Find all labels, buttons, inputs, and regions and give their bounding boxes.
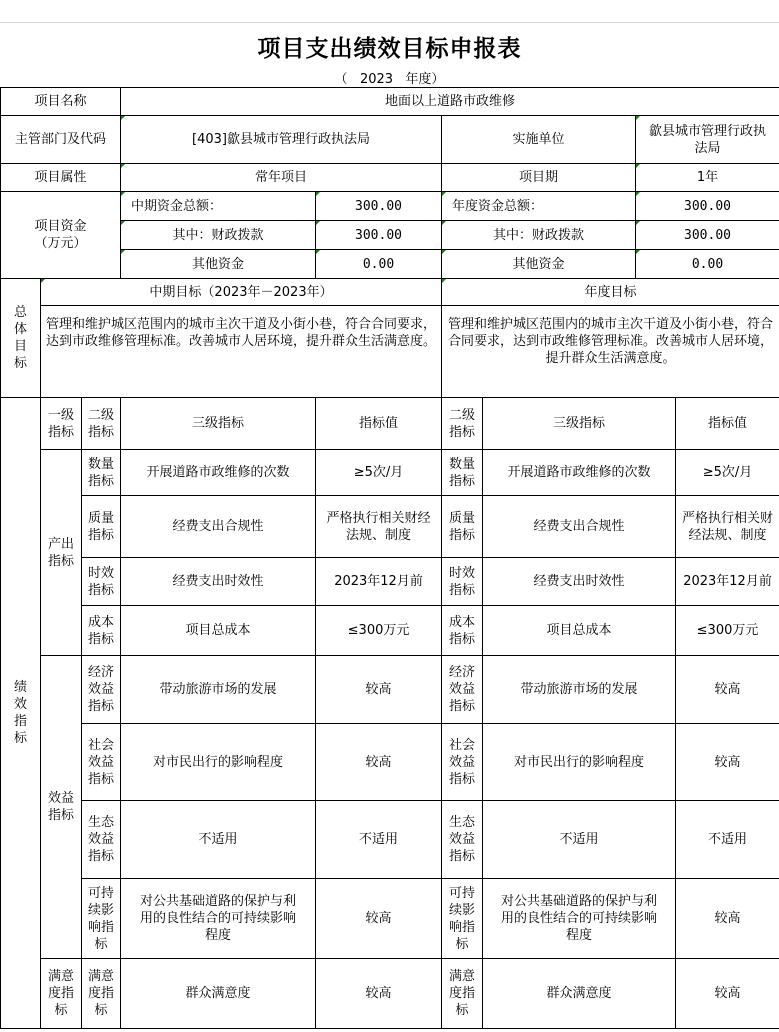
table-row-value: ≤300万元 xyxy=(316,606,442,656)
table-row-l2: 社会 效益 指标 xyxy=(82,724,121,801)
table-row-value-right: ≤300万元 xyxy=(676,606,779,656)
table-row-value: 2023年12月前 xyxy=(316,558,442,606)
label-benefit: 效益 指标 xyxy=(41,656,82,959)
value-annual-total: 300.00 xyxy=(636,192,779,221)
table-row-l2: 时效 指标 xyxy=(82,558,121,606)
year-line xyxy=(0,68,779,86)
value-mid-other: 0.00 xyxy=(316,250,442,279)
value-project-attr: 常年项目 xyxy=(121,164,442,192)
table-row-l3: 不适用 xyxy=(121,801,316,879)
table-row-value-right: 较高 xyxy=(676,879,779,959)
table-row-l3-right: 经费支出合规性 xyxy=(483,496,676,558)
value-mid-fiscal: 300.00 xyxy=(316,221,442,250)
table-row-l2-right: 质量 指标 xyxy=(442,496,483,558)
table-row-value-right: 严格执行相关财 经法规、制度 xyxy=(676,496,779,558)
table-row-l3: 开展道路市政维修的次数 xyxy=(121,450,316,496)
header-level2: 二级 指标 xyxy=(82,398,121,450)
table-row-l3: 群众满意度 xyxy=(121,959,316,1029)
table-row-value: 较高 xyxy=(316,656,442,724)
table-row-l2-right: 满意 度指 标 xyxy=(442,959,483,1029)
table-row-l3-right: 不适用 xyxy=(483,801,676,879)
table-row-value: 严格执行相关财经 法规、制度 xyxy=(316,496,442,558)
table-row-l3-right: 群众满意度 xyxy=(483,959,676,1029)
value-implementing-unit: 歙县城市管理行政执 法局 xyxy=(636,116,779,164)
table-row-l3: 对市民出行的影响程度 xyxy=(121,724,316,801)
label-project-name: 项目名称 xyxy=(1,88,121,116)
label-other-funds-1: 其他资金 xyxy=(121,250,316,279)
label-overall-goal: 总 体 目 标 xyxy=(1,279,41,398)
annual-goal-text: 管理和维护城区范围内的城市主次干道及小街小巷，符合合同要求，达到市政维修管理标准。改善城市人居环境，提升群众生活满意度。 xyxy=(442,306,779,398)
performance-table xyxy=(0,87,779,1029)
table-row-l3-right: 对公共基础道路的保护与利 用的良性结合的可持续影响 程度 xyxy=(483,879,676,959)
value-annual-fiscal: 300.00 xyxy=(636,221,779,250)
table-row-l2-right: 经济 效益 指标 xyxy=(442,656,483,724)
label-department: 主管部门及代码 xyxy=(1,116,121,164)
label-mid-total: 中期资金总额： xyxy=(121,192,316,221)
label-annual-total: 年度资金总额： xyxy=(442,192,636,221)
mid-goal-header: 中期目标（2023年－2023年） xyxy=(41,279,442,306)
label-project-period: 项目期 xyxy=(442,164,636,192)
table-row-l2: 满意 度指 标 xyxy=(82,959,121,1029)
header-indicator-value: 指标值 xyxy=(316,398,442,450)
table-row-l2-right: 可持 续影 响指 标 xyxy=(442,879,483,959)
table-row-l3: 经费支出时效性 xyxy=(121,558,316,606)
label-mid-fiscal: 其中：财政拨款 xyxy=(121,221,316,250)
value-mid-total: 300.00 xyxy=(316,192,442,221)
table-row-l2-right: 数量 指标 xyxy=(442,450,483,496)
table-row-l3-right: 带动旅游市场的发展 xyxy=(483,656,676,724)
table-row-l2-right: 社会 效益 指标 xyxy=(442,724,483,801)
table-row-l3-right: 项目总成本 xyxy=(483,606,676,656)
table-row-l3: 经费支出合规性 xyxy=(121,496,316,558)
mid-goal-text: 管理和维护城区范围内的城市主次干道及小街小巷，符合合同要求，达到市政维修管理标准。改善城市人居环境，提升群众生活满意度。 xyxy=(41,306,442,398)
value-department: [403]歙县城市管理行政执法局 xyxy=(121,116,442,164)
table-row-l2-right: 时效 指标 xyxy=(442,558,483,606)
label-performance: 绩 效 指 标 xyxy=(1,398,41,1029)
value-annual-other: 0.00 xyxy=(636,250,779,279)
table-row-value: ≥5次/月 xyxy=(316,450,442,496)
table-row-value-right: 较高 xyxy=(676,656,779,724)
table-row-value-right: 较高 xyxy=(676,959,779,1029)
header-level3-right: 三级指标 xyxy=(483,398,676,450)
year-text: （ 2023 年度） xyxy=(334,71,445,87)
table-row-value-right: ≥5次/月 xyxy=(676,450,779,496)
table-row-value: 较高 xyxy=(316,724,442,801)
table-row-l2: 生态 效益 指标 xyxy=(82,801,121,879)
table-row-value: 不适用 xyxy=(316,801,442,879)
value-project-period: 1年 xyxy=(636,164,779,192)
header-level3: 三级指标 xyxy=(121,398,316,450)
table-row-l3: 带动旅游市场的发展 xyxy=(121,656,316,724)
value-project-name: 地面以上道路市政维修 xyxy=(121,88,779,116)
table-row-value-right: 不适用 xyxy=(676,801,779,879)
table-row-value: 较高 xyxy=(316,959,442,1029)
table-row-value-right: 2023年12月前 xyxy=(676,558,779,606)
annual-goal-header: 年度目标 xyxy=(442,279,779,306)
header-level1: 一级 指标 xyxy=(41,398,82,450)
table-row-l3-right: 开展道路市政维修的次数 xyxy=(483,450,676,496)
table-row-l2: 数量 指标 xyxy=(82,450,121,496)
table-row-l2: 可持 续影 响指 标 xyxy=(82,879,121,959)
label-satisfaction: 满意 度指 标 xyxy=(41,959,82,1029)
table-row-l2-right: 生态 效益 指标 xyxy=(442,801,483,879)
label-other-funds-2: 其他资金 xyxy=(442,250,636,279)
table-row-l3: 项目总成本 xyxy=(121,606,316,656)
table-row-value: 较高 xyxy=(316,879,442,959)
table-row-l3-right: 经费支出时效性 xyxy=(483,558,676,606)
table-row-l3: 对公共基础道路的保护与利 用的良性结合的可持续影响 程度 xyxy=(121,879,316,959)
label-implementing-unit: 实施单位 xyxy=(442,116,636,164)
page-title: 项目支出绩效目标申报表 xyxy=(0,22,779,69)
table-row-l2: 经济 效益 指标 xyxy=(82,656,121,724)
table-row-l2: 成本 指标 xyxy=(82,606,121,656)
table-row-value-right: 较高 xyxy=(676,724,779,801)
label-output: 产出 指标 xyxy=(41,450,82,656)
table-row-l2: 质量 指标 xyxy=(82,496,121,558)
label-project-attr: 项目属性 xyxy=(1,164,121,192)
label-annual-fiscal: 其中：财政拨款 xyxy=(442,221,636,250)
table-row-l2-right: 成本 指标 xyxy=(442,606,483,656)
table-row-l3-right: 对市民出行的影响程度 xyxy=(483,724,676,801)
header-indicator-value-right: 指标值 xyxy=(676,398,779,450)
header-level2-right: 二级 指标 xyxy=(442,398,483,450)
label-funds: 项目资金 （万元） xyxy=(1,192,121,279)
